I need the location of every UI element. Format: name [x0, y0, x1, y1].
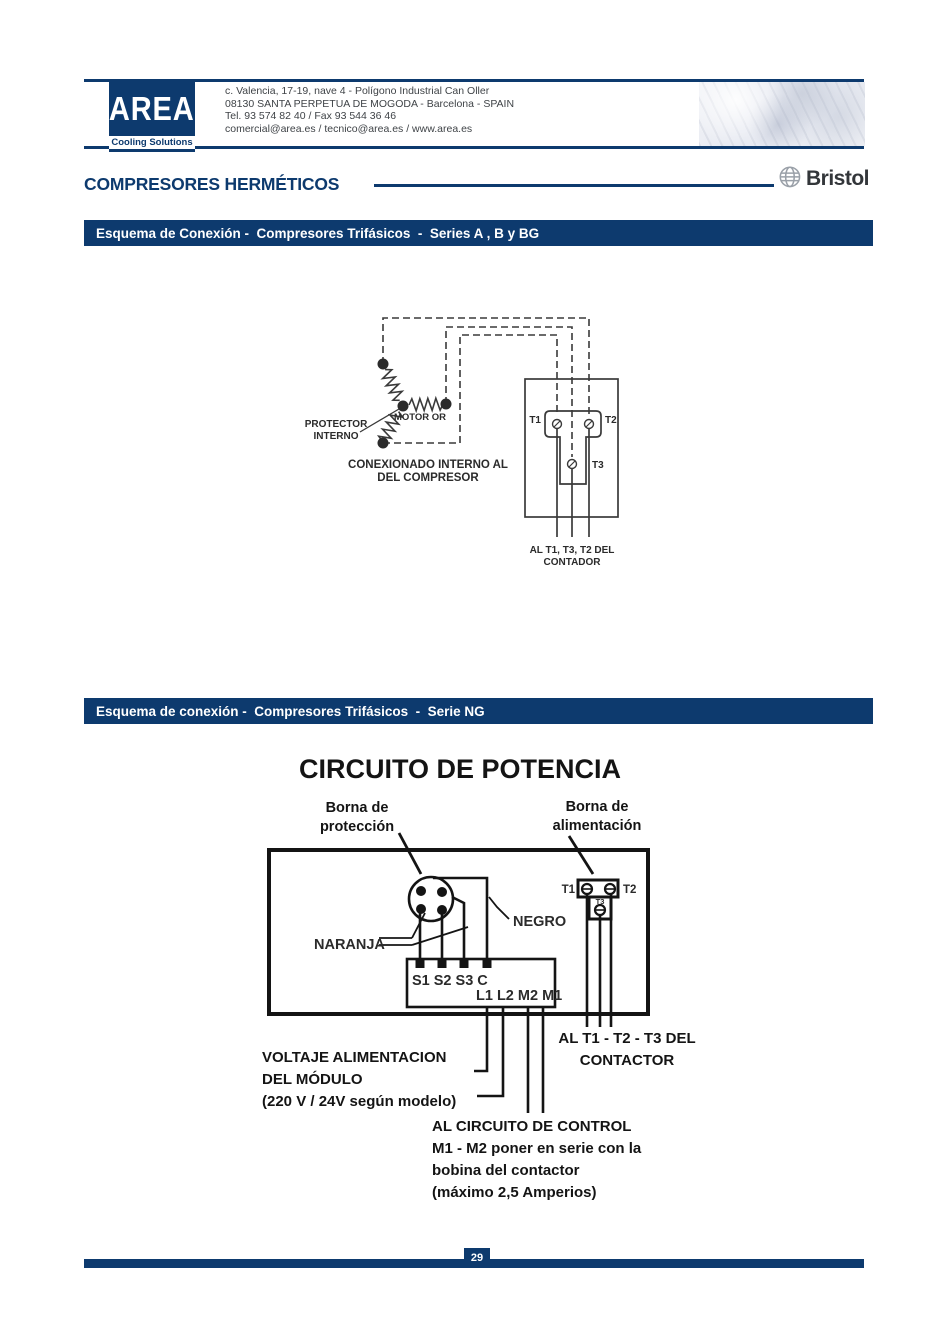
- contador-label-line1: AL T1, T3, T2 DEL: [529, 545, 615, 556]
- terminal-dot: [441, 399, 452, 410]
- screw-slot: [554, 421, 560, 427]
- caption-line2: DEL COMPRESOR: [377, 472, 479, 484]
- alimentacion-leader: [569, 836, 593, 874]
- area-logo-text: AREA: [109, 89, 195, 127]
- header-frost-photo: [699, 82, 865, 146]
- module-row1-label: S1 S2 S3 C: [412, 973, 488, 989]
- control-note-line: (máximo 2,5 Amperios): [432, 1184, 597, 1201]
- voltaje-note: [262, 1047, 477, 1113]
- borna-line: Borna de: [325, 800, 389, 816]
- naranja-leaders: [379, 913, 468, 945]
- protector-label-line2: INTERNO: [313, 431, 359, 442]
- page-number: 29: [464, 1248, 490, 1268]
- t2-label: T2: [623, 884, 637, 896]
- screw-slot: [569, 461, 575, 467]
- connector-pin: [416, 886, 426, 896]
- area-logo-underline: [109, 149, 195, 152]
- title-rule: [374, 184, 774, 187]
- globe-icon: [778, 164, 804, 194]
- module-row2-label: L1 L2 M2 M1: [476, 988, 563, 1004]
- terminal-dot: [398, 401, 409, 412]
- address-line: Tel. 93 574 82 40 / Fax 93 544 36 46: [225, 110, 397, 122]
- contador-label-line2: CONTADOR: [543, 557, 601, 568]
- control-note-line: bobina del contactor: [432, 1162, 580, 1179]
- page-title: COMPRESORES HERMÉTICOS: [84, 174, 340, 194]
- t3-label: T3: [592, 460, 604, 471]
- address-line: 08130 SANTA PERPETUA DE MOGODA - Barcelona - SPAIN: [225, 97, 515, 110]
- sensor-wires: [420, 878, 487, 959]
- motor-label: MOTOR OR: [393, 412, 447, 423]
- protector-label-line1: PROTECTOR: [304, 419, 368, 430]
- borna-line: Borna de: [565, 799, 629, 815]
- area-logo: [109, 81, 195, 153]
- borna-line: protección: [319, 819, 395, 835]
- negro-label: NEGRO: [513, 914, 567, 930]
- control-note-line: AL CIRCUITO DE CONTROL: [432, 1118, 632, 1135]
- caption-line1: CONEXIONADO INTERNO AL: [348, 459, 508, 471]
- voltaje-note-line: DEL MÓDULO: [262, 1071, 363, 1088]
- terminal-dot: [378, 438, 389, 449]
- negro-leader: [489, 897, 509, 919]
- winding-right: [409, 398, 443, 411]
- voltaje-note-line: VOLTAJE ALIMENTACION: [262, 1049, 447, 1066]
- bristol-logo: [778, 164, 869, 194]
- section-banner-series-abbg: [84, 220, 873, 246]
- protection-connector: [409, 877, 453, 921]
- section-banner-serie-ng: [84, 698, 873, 724]
- company-address: [225, 85, 514, 135]
- screw-slot: [586, 421, 592, 427]
- contactor-note: [552, 1028, 702, 1072]
- area-logo-box: [109, 81, 195, 136]
- naranja-label: NARANJA: [314, 937, 385, 953]
- banner-text: Esquema de conexión - Compresores Trifásicos - Serie NG: [96, 703, 485, 719]
- wire-top-to-t2: [383, 318, 589, 415]
- wire-l2: [477, 1007, 503, 1096]
- control-note-line: M1 - M2 poner en serie con la: [432, 1140, 642, 1157]
- banner-text: Esquema de Conexión - Compresores Trifásicos - Series A , B y BG: [96, 225, 540, 241]
- module-terminal-s2: [438, 959, 447, 968]
- proteccion-leader: [399, 833, 421, 874]
- address-line: c. Valencia, 17-19, nave 4 - Polígono Industrial Can Oller: [225, 85, 490, 97]
- module-terminal-s3: [460, 959, 469, 968]
- bristol-logo-text: Bristol: [806, 167, 870, 190]
- t1-label: T1: [529, 415, 541, 426]
- terminal-dot: [378, 359, 389, 370]
- wiring-diagram-series-abbg: [280, 300, 700, 590]
- header-bottom-rule: [84, 146, 864, 149]
- wire-bottom-to-t1: [383, 335, 557, 443]
- area-logo-tagline: Cooling Solutions: [111, 137, 193, 148]
- compressor-box-outline: [269, 850, 648, 1014]
- connector-circle: [409, 877, 453, 921]
- control-note: [432, 1116, 672, 1204]
- winding-top: [380, 367, 405, 403]
- module-terminal-s1: [416, 959, 425, 968]
- t1-label: T1: [561, 884, 575, 896]
- t2-label: T2: [605, 415, 617, 426]
- t3-label: T3: [595, 897, 605, 906]
- contactor-note-line: AL T1 - T2 - T3 DEL: [558, 1030, 696, 1047]
- voltaje-note-line: (220 V / 24V según modelo): [262, 1093, 457, 1110]
- motor-windings: [377, 359, 451, 449]
- contactor-note-line: CONTACTOR: [579, 1052, 675, 1069]
- address-line: comercial@area.es / tecnico@area.es / www.area.es: [225, 122, 473, 135]
- borna-line: alimentación: [552, 818, 642, 834]
- connector-pin: [437, 887, 447, 897]
- module-terminal-c: [483, 959, 492, 968]
- circuito-title: CIRCUITO DE POTENCIA: [298, 754, 622, 784]
